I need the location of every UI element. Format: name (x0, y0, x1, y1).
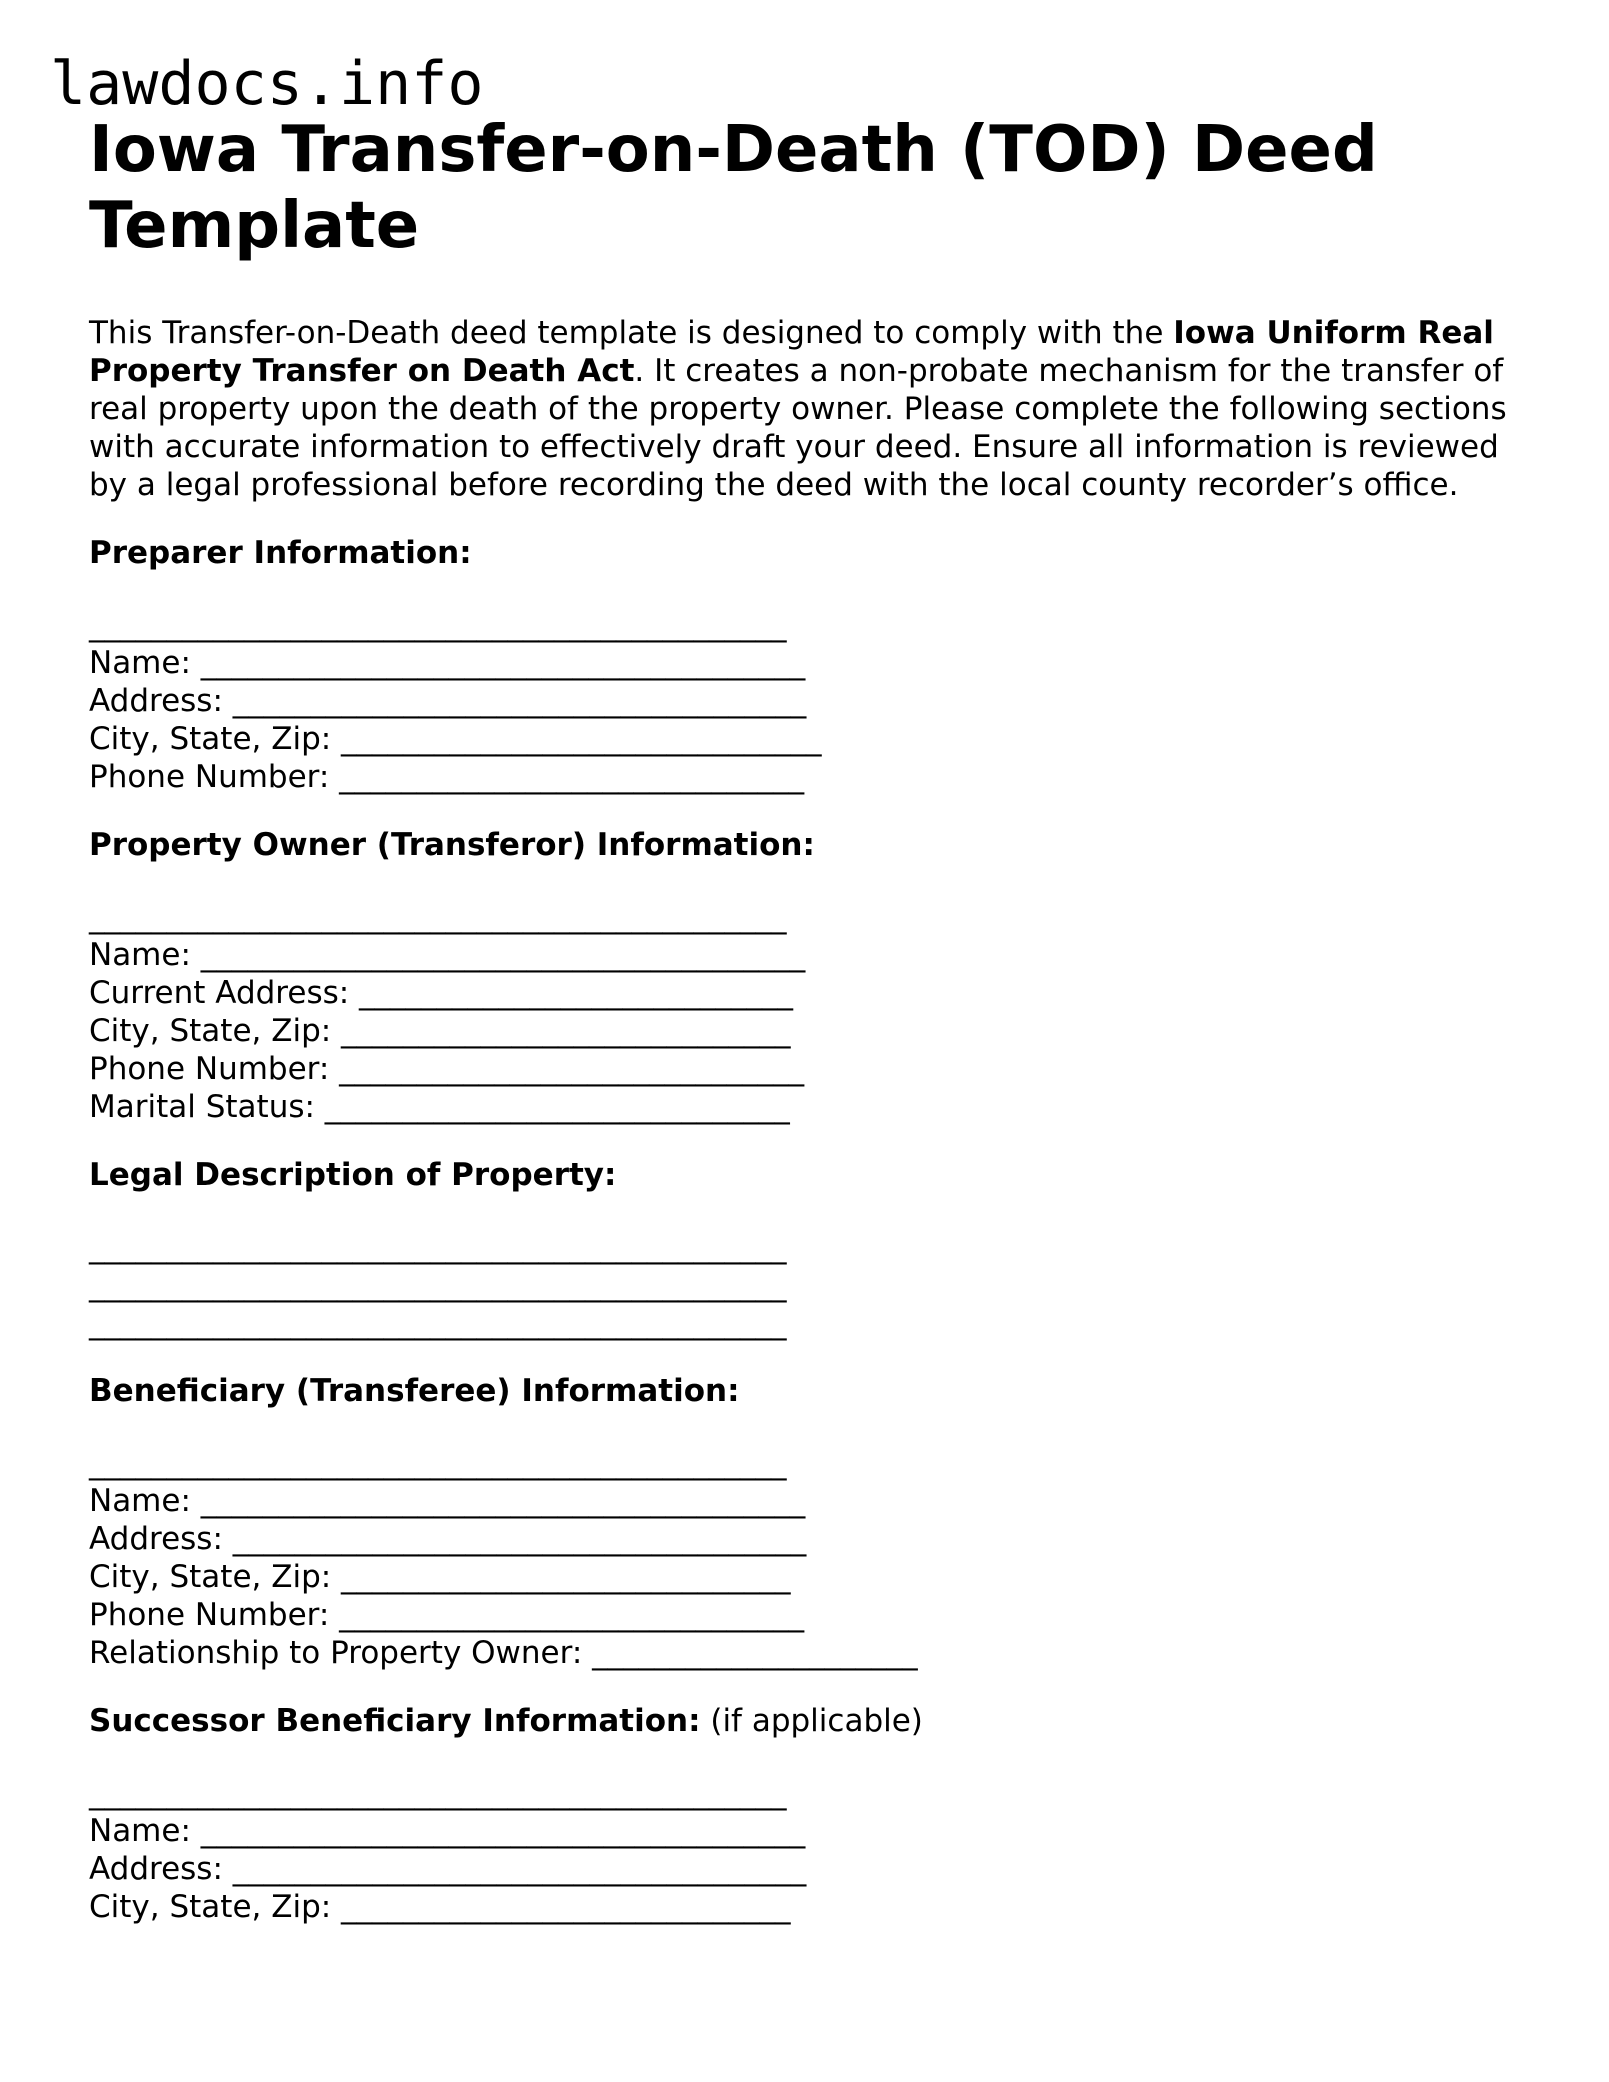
phone-number-field[interactable]: Phone Number: ______________________________ (89, 1597, 805, 1633)
blank-line[interactable]: _____________________________________________ (89, 1267, 787, 1303)
name-field[interactable]: Name: _______________________________________ (89, 937, 806, 973)
blank-line[interactable]: _____________________________________________ (89, 1305, 787, 1341)
section-heading-preparer: Preparer Information: (89, 535, 472, 571)
marital-status-field[interactable]: Marital Status: ______________________________ (89, 1089, 790, 1125)
document-title: Iowa Transfer-on-Death (TOD) Deed Template (89, 113, 1378, 263)
section-fields-preparer (89, 606, 1529, 796)
section-fields-successor-beneficiary (89, 1774, 1529, 1926)
section-preparer (89, 534, 1529, 796)
address-field[interactable]: Address: _____________________________________ (89, 1521, 807, 1557)
relationship-field[interactable]: Relationship to Property Owner: _____________________ (89, 1635, 918, 1671)
section-owner (89, 826, 1529, 1126)
intro-paragraph (89, 314, 1529, 504)
section-fields-legal-description (89, 1228, 1529, 1342)
address-field[interactable]: Address: _____________________________________ (89, 683, 807, 719)
section-heading-beneficiary: Beneficiary (Transferee) Information: (89, 1373, 740, 1409)
city-state-zip-field[interactable]: City, State, Zip: _____________________________ (89, 1559, 791, 1595)
document-body (89, 112, 1529, 1926)
successor-heading-note: (if applicable) (700, 1703, 923, 1739)
intro-text-start: This Transfer-on-Death deed template is designed to comply with the (89, 315, 1174, 351)
name-field[interactable]: Name: _______________________________________ (89, 645, 806, 681)
name-field[interactable]: Name: _______________________________________ (89, 1813, 806, 1849)
site-watermark: lawdocs.info (50, 49, 484, 119)
blank-line[interactable]: _____________________________________________ (89, 1775, 787, 1811)
section-fields-owner (89, 898, 1529, 1126)
phone-number-field[interactable]: Phone Number: ______________________________ (89, 1051, 805, 1087)
section-legal-description (89, 1156, 1529, 1342)
city-state-zip-field[interactable]: City, State, Zip: _____________________________ (89, 1013, 791, 1049)
phone-number-field[interactable]: Phone Number: ______________________________ (89, 759, 805, 795)
section-heading-legal-description: Legal Description of Property: (89, 1157, 617, 1193)
city-state-zip-field[interactable]: City, State, Zip: _______________________________ (89, 721, 822, 757)
blank-line[interactable]: _____________________________________________ (89, 1445, 787, 1481)
intro-text-rest: . It creates a non-probate mechanism for the transfer of real property upon the death of the property owner. Please complete the following sections with accurate information to effectively draft your deed. Ensure all information is reviewed by a legal professional before recording the deed with the local county recorder’s office. (89, 353, 1507, 503)
section-successor-beneficiary (89, 1702, 1529, 1926)
section-heading-owner: Property Owner (Transferor) Information: (89, 827, 815, 863)
city-state-zip-field[interactable]: City, State, Zip: _____________________________ (89, 1889, 791, 1925)
section-fields-beneficiary (89, 1444, 1529, 1672)
section-heading-successor-beneficiary (89, 1702, 1529, 1740)
blank-line[interactable]: _____________________________________________ (89, 607, 787, 643)
name-field[interactable]: Name: _______________________________________ (89, 1483, 806, 1519)
section-beneficiary (89, 1372, 1529, 1672)
successor-heading-text: Successor Beneficiary Information: (89, 1703, 701, 1739)
blank-line[interactable]: _____________________________________________ (89, 1229, 787, 1265)
address-field[interactable]: Address: _____________________________________ (89, 1851, 807, 1887)
blank-line[interactable]: _____________________________________________ (89, 899, 787, 935)
current-address-field[interactable]: Current Address: ____________________________ (89, 975, 794, 1011)
intro-act-name: Iowa Uniform Real Property Transfer on Death Act (89, 315, 1494, 389)
